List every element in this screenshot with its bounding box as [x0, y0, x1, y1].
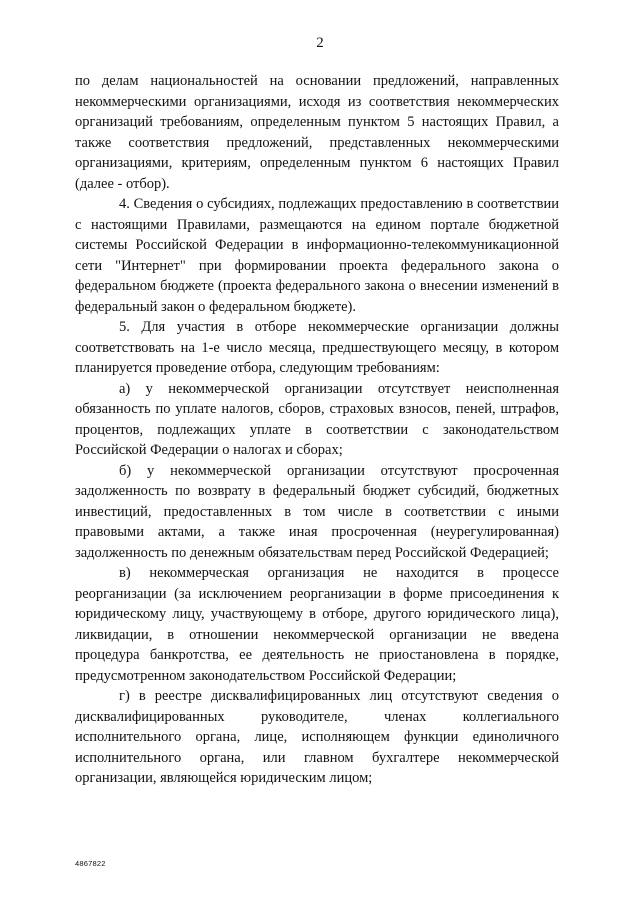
page-number: 2	[316, 35, 324, 51]
paragraph-item-4: 4. Сведения о субсидиях, подлежащих предоставлению в соответствии с настоящими Правилами, размещаются на едином портале бюджетной системы Российской Федерации в информационно-телекоммуникационной сети "Интернет" при формировании проекта федерального закона о федеральном бюджете (проекта федерального закона о внесении изменений в федеральный закон о федеральном бюджете).	[75, 196, 559, 315]
paragraph-continuation: по делам национальностей на основании предложений, направленных некоммерческими организациями, исходя из соответствия некоммерческих организаций требованиям, определенным пунктом 5 настоящих Правил, а также соответствия предложений, представленных некоммерческими организациями, критериям, определенным пунктом 6 настоящих Правил (далее - отбор).	[75, 73, 559, 192]
document-body	[75, 71, 559, 789]
paragraph-subitem-g: г) в реестре дисквалифицированных лиц отсутствуют сведения о дисквалифицированных руководителе, членах коллегиального исполнительного органа, лице, исполняющем функции единоличного исполнительного органа, или главном бухгалтере некоммерческой организации, являющейся юридическим лицом;	[75, 688, 559, 786]
paragraph-subitem-v: в) некоммерческая организация не находится в процессе реорганизации (за исключением реорганизации в форме присоединения к юридическому лицу, участвующему в отборе, другого юридического лица), ликвидации, в отношении некоммерческой организации не введена процедура банкротства, ее деятельность не приостановлена в порядке, предусмотренном законодательством Российской Федерации;	[75, 565, 559, 684]
paragraph-subitem-a: а) у некоммерческой организации отсутствует неисполненная обязанность по уплате налогов, сборов, страховых взносов, пеней, штрафов, процентов, подлежащих уплате в соответствии с законодательством Российской Федерации о налогах и сборах;	[75, 380, 559, 458]
paragraph-item-5: 5. Для участия в отборе некоммерческие организации должны соответствовать на 1-е число месяца, предшествующего месяцу, в котором планируется проведение отбора, следующим требованиям:	[75, 319, 559, 376]
paragraph-subitem-b: б) у некоммерческой организации отсутствуют просроченная задолженность по возврату в федеральный бюджет субсидий, бюджетных инвестиций, предоставленных в том числе в соответствии с иными правовыми актами, а также иная просроченная (неурегулированная) задолженность по денежным обязательствам перед Российской Федерацией;	[75, 462, 559, 561]
document-id: 4867822	[75, 859, 106, 868]
